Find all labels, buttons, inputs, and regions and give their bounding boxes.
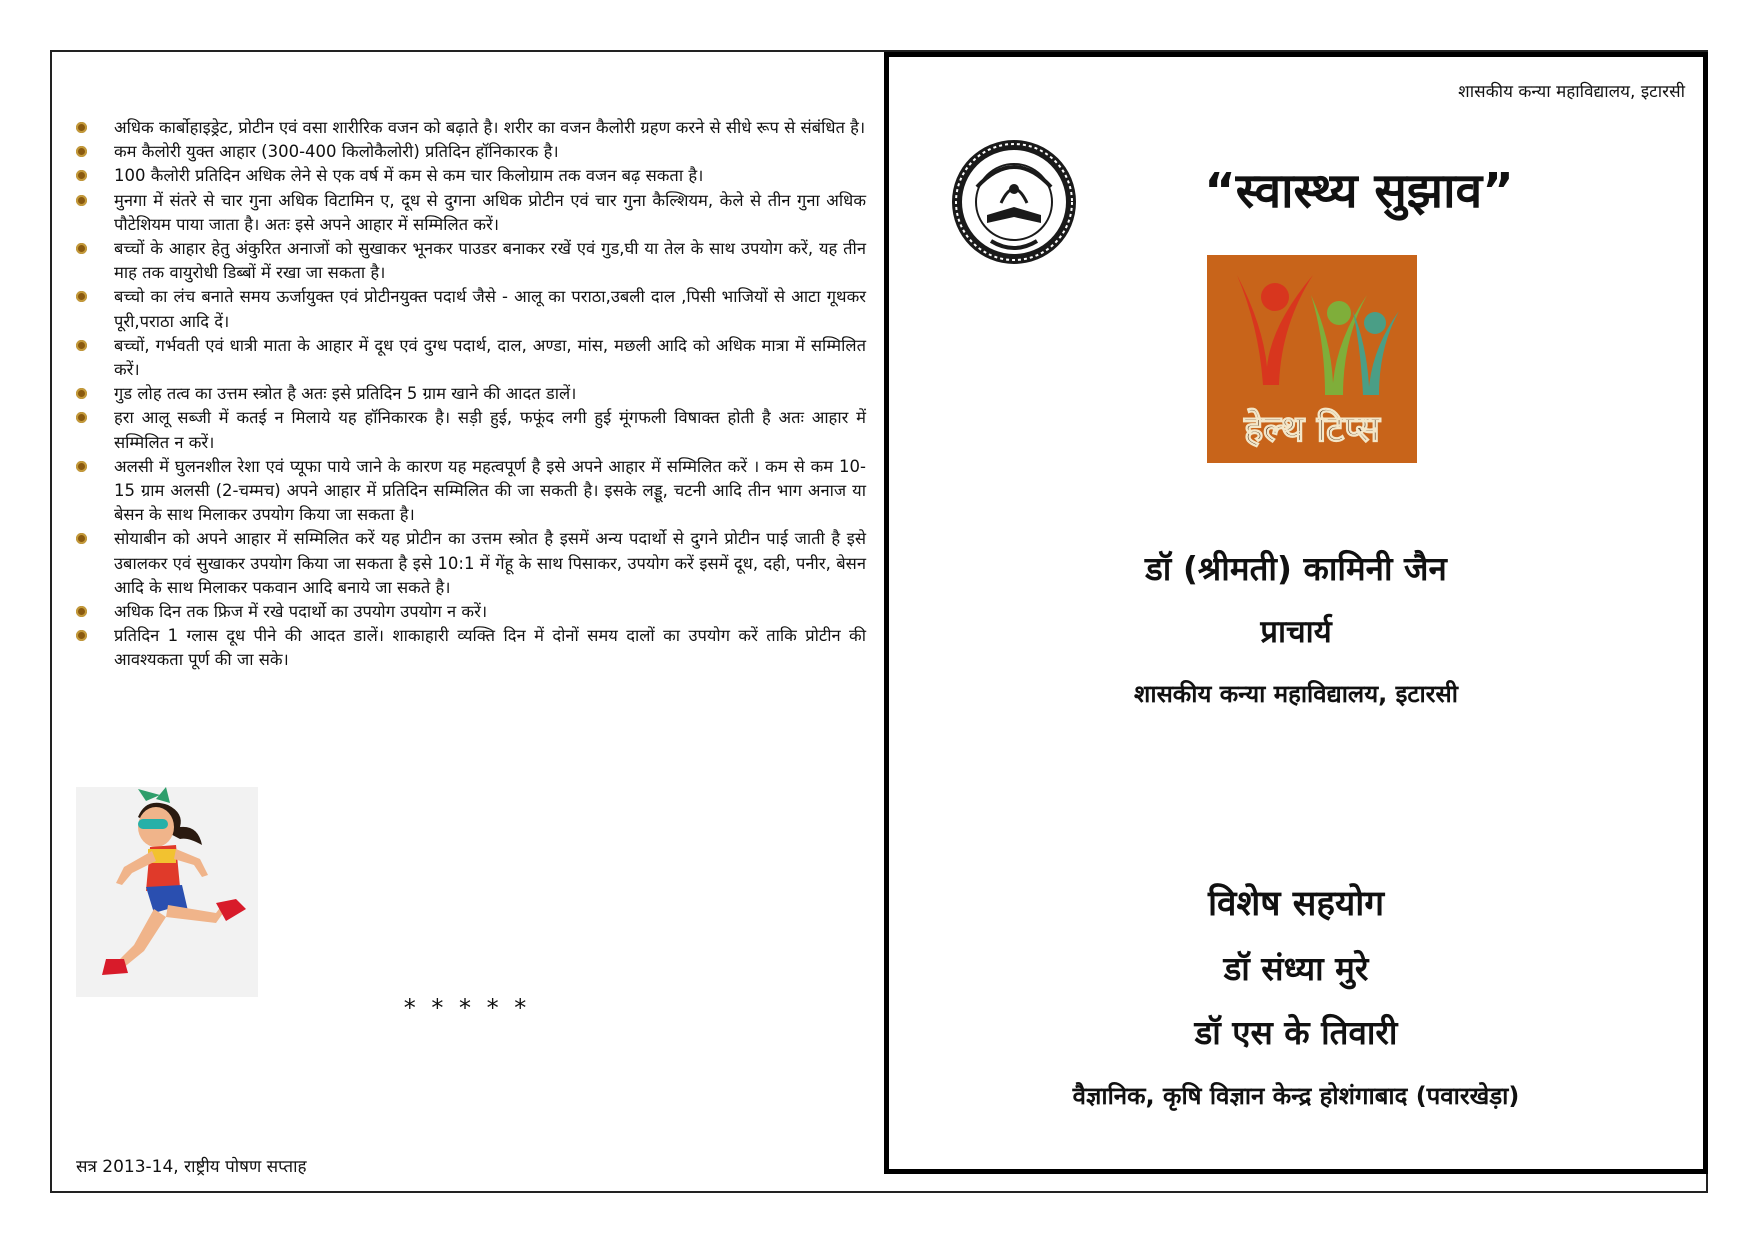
running-girl-illustration	[76, 787, 258, 997]
list-item	[76, 624, 866, 672]
list-item	[76, 334, 866, 382]
bullet-icon	[76, 606, 87, 617]
college-name-header: शासकीय कन्या महाविद्यालय, इटारसी	[1458, 82, 1685, 102]
bullet-icon	[76, 122, 87, 133]
tip-text: कम कैलोरी युक्त आहार (300-400 किलोकैलोरी) प्रतिदिन हॉनिकारक है।	[114, 142, 559, 162]
list-item	[76, 455, 866, 528]
bullet-icon	[76, 195, 87, 206]
author-name: डॉ (श्रीमती) कामिनी जैन	[1145, 549, 1447, 588]
list-item	[76, 237, 866, 285]
brochure-sheet	[50, 50, 1708, 1193]
author-designation: प्राचार्य	[1260, 614, 1332, 650]
bullet-icon	[76, 388, 87, 399]
page-title: “स्वास्थ्य सुझाव”	[1204, 163, 1514, 219]
tip-text: हरा आलू सब्जी में कतई न मिलाये यह हॉनिकारक है। सड़ी हुई, फफूंद लगी हुई मूंगफली विषाक्त होती है अतः आहार में सम्मिलित न करें।	[114, 408, 866, 452]
bullet-icon	[76, 533, 87, 544]
list-item	[76, 406, 866, 454]
list-item	[76, 382, 866, 406]
college-seal-icon	[949, 137, 1079, 267]
tip-text: सोयाबीन को अपने आहार में सम्मिलित करें यह प्रोटीन का उत्तम स्त्रोत है इसमें अन्य पदार्थो से दुगने प्रोटीन पाई जाती है इसे उबालकर एवं सुखाकर उपयोग किया जा सकता है इसे 10:1 में गेंहू के साथ पिसाकर, उपयोग करें इसमें दूध, दही, पनीर, बेसन आदि के साथ मिलाकर पकवान आदि बनाये जा सकते है।	[114, 529, 866, 597]
health-tips-list	[76, 116, 866, 673]
list-item	[76, 140, 866, 164]
collaborator-affiliation: वैज्ञानिक, कृषि विज्ञान केन्द्र होशंगाबाद (पवारखेड़ा)	[1072, 1082, 1520, 1110]
bullet-icon	[76, 630, 87, 641]
tip-text: बच्चों, गर्भवती एवं धात्री माता के आहार में दूध एवं दुग्ध पदार्थ, दाल, अण्डा, मांस, मछली आदि को अधिक मात्रा में सम्मिलित करें।	[114, 335, 866, 380]
bullet-icon	[76, 146, 87, 157]
list-item	[76, 164, 866, 188]
bullet-icon	[76, 461, 87, 472]
bullet-icon	[76, 291, 87, 302]
list-item	[76, 600, 866, 624]
stars-divider: * * * * *	[403, 994, 531, 1022]
health-tips-logo	[1207, 255, 1417, 463]
collaborator-name: डॉ संध्या मुरे	[1223, 949, 1369, 988]
bullet-icon	[76, 412, 87, 423]
tip-text: अलसी में घुलनशील रेशा एवं प्यूफा पाये जाने के कारण यह महत्वपूर्ण है इसे अपने आहार में सम्मिलित करें । कम से कम 10-15 ग्राम अलसी (2-चम्मच) अपने आहार में प्रतिदिन सम्मिलित की जा सकती है। इसके लड्डू, चटनी आदि तीन भाग अनाज या बेसन के साथ मिलाकर उपयोग किया जा सकता है।	[114, 456, 866, 525]
tip-text: 100 कैलोरी प्रतिदिन अधिक लेने से एक वर्ष में कम से कम चार किलोग्राम तक वजन बढ़ सकता है।	[114, 166, 704, 186]
bullet-icon	[76, 340, 87, 351]
session-note: सत्र 2013-14, राष्ट्रीय पोषण सप्ताह	[76, 1157, 307, 1177]
list-item	[76, 527, 866, 600]
tip-text: बच्चों के आहार हेतु अंकुरित अनाजों को सुखाकर भूनकर पाउडर बनाकर रखें एवं गुड,घी या तेल के साथ उपयोग करें, यह तीन माह तक वायुरोधी डिब्बों में रखा जा सकता है।	[114, 239, 866, 283]
author-college: शासकीय कन्या महाविद्यालय, इटारसी	[1134, 680, 1458, 708]
list-item	[76, 285, 866, 333]
tip-text: गुड लोह तत्व का उत्तम स्त्रोत है अतः इसे प्रतिदिन 5 ग्राम खाने की आदत डालें।	[114, 384, 577, 404]
logo-caption: हेल्थ टिप्स	[1244, 409, 1380, 450]
list-item	[76, 116, 866, 140]
right-panel	[884, 52, 1708, 1174]
bullet-icon	[76, 170, 87, 181]
collaborator-name: डॉ एस के तिवारी	[1194, 1013, 1398, 1052]
collaboration-heading: विशेष सहयोग	[1207, 884, 1385, 924]
left-panel	[52, 52, 882, 1191]
tip-text: बच्चो का लंच बनाते समय ऊर्जायुक्त एवं प्रोटीनयुक्त पदार्थ जैसे - आलू का पराठा,उबली दाल ,पिसी भाजियों से आटा गूथकर पूरी,पराठा आदि दें।	[114, 287, 866, 331]
bullet-icon	[76, 243, 87, 254]
tip-text: अधिक कार्बोहाइड्रेट, प्रोटीन एवं वसा शारीरिक वजन को बढ़ाते है। शरीर का वजन कैलोरी ग्रहण करने से सीधे रूप से संबंधित है।	[114, 118, 866, 137]
tip-text: मुनगा में संतरे से चार गुना अधिक विटामिन ए, दूध से दुगना अधिक प्रोटीन एवं चार गुना कैल्शियम, केले से तीन गुना अधिक पौटेशियम पाया जाता है। अतः इसे अपने आहार में सम्मिलित करें।	[114, 190, 866, 234]
tip-text: अधिक दिन तक फ्रिज में रखे पदार्थो का उपयोग उपयोग न करें।	[114, 602, 488, 622]
list-item	[76, 189, 866, 237]
tip-text: प्रतिदिन 1 ग्लास दूध पीने की आदत डालें। शाकाहारी व्यक्ति दिन में दोनों समय दालों का उपयोग करें ताकि प्रोटीन की आवश्यकता पूर्ण की जा सके।	[114, 626, 866, 670]
